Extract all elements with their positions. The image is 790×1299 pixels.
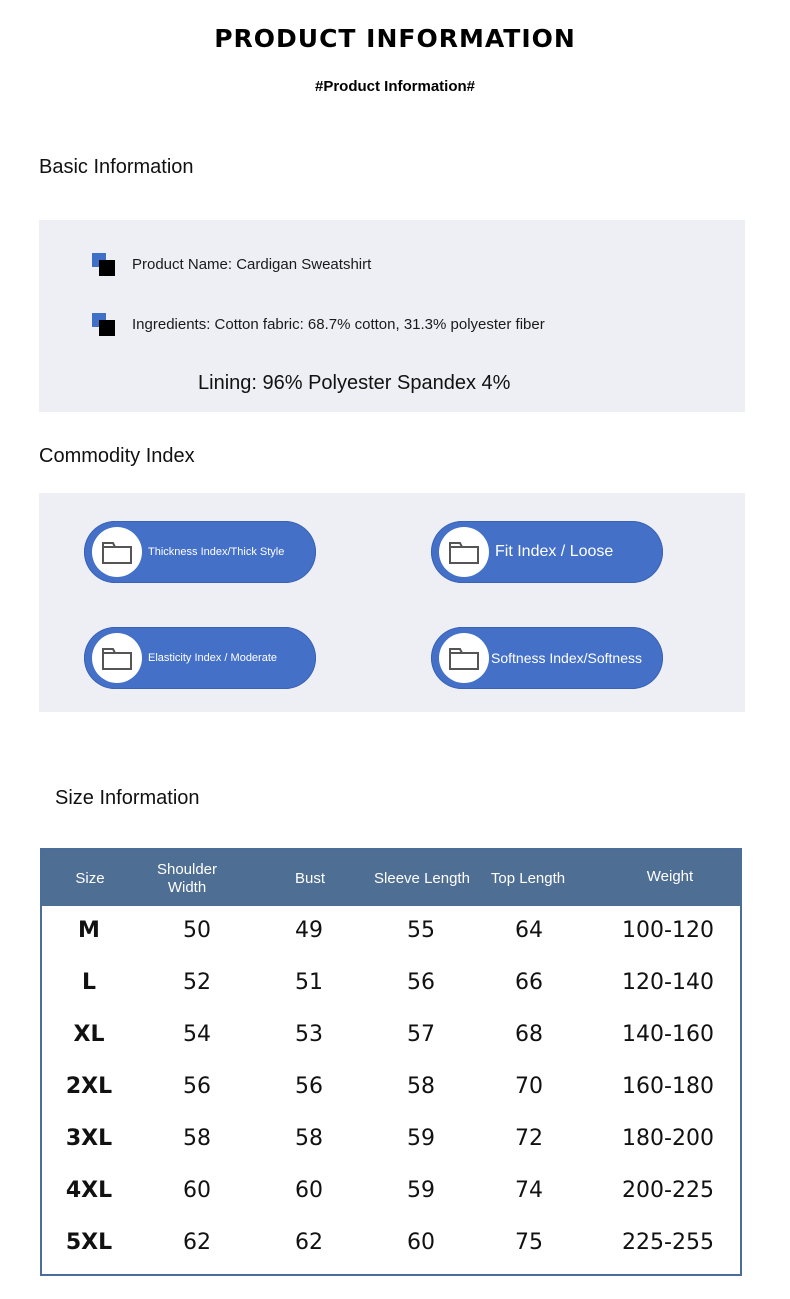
table-cell: 54 (183, 1022, 211, 1047)
folder-icon (92, 527, 142, 577)
commodity-pill-elasticity (84, 627, 316, 689)
table-cell: 51 (295, 970, 323, 995)
table-cell: 200-225 (622, 1178, 714, 1203)
folder-icon (439, 527, 489, 577)
commodity-label: Thickness Index/Thick Style (148, 546, 285, 558)
table-cell: 56 (407, 970, 435, 995)
basic-item-ingredients (92, 313, 545, 335)
commodity-pill-softness (431, 627, 663, 689)
table-cell: 58 (295, 1126, 323, 1151)
square-bullet-icon (92, 313, 116, 335)
commodity-label: Elasticity Index / Moderate (148, 652, 278, 664)
table-cell: 59 (407, 1178, 435, 1203)
table-cell: 52 (183, 970, 211, 995)
size-information-heading: Size Information (55, 787, 200, 809)
commodity-index-heading: Commodity Index (39, 445, 195, 467)
column-header-size: Size (75, 870, 105, 887)
column-header-sleeve-length: Sleeve Length (374, 870, 470, 887)
page-title: PRODUCT INFORMATION (214, 24, 576, 53)
table-cell: 58 (183, 1126, 211, 1151)
table-cell: 140-160 (622, 1022, 714, 1047)
size-cell: 2XL (65, 1074, 113, 1099)
table-cell: 57 (407, 1022, 435, 1047)
folder-icon (439, 633, 489, 683)
commodity-label: Fit Index / Loose (495, 543, 614, 560)
column-header-weight: Weight (646, 868, 694, 885)
column-header-top-length: Top Length (490, 870, 566, 887)
size-cell: L (81, 970, 97, 995)
table-cell: 72 (515, 1126, 543, 1151)
commodity-pill-thickness (84, 521, 316, 583)
size-cell: M (78, 918, 100, 943)
table-cell: 160-180 (622, 1074, 714, 1099)
table-cell: 62 (295, 1230, 323, 1255)
page-subtitle: #Product Information# (314, 78, 475, 95)
square-bullet-icon (92, 253, 116, 275)
table-cell: 55 (407, 918, 435, 943)
lining-text: Lining: 96% Polyester Spandex 4% (198, 372, 511, 394)
size-cell: XL (73, 1022, 105, 1047)
size-table-header (42, 850, 740, 906)
table-cell: 59 (407, 1126, 435, 1151)
table-cell: 60 (183, 1178, 211, 1203)
basic-item-product-name (92, 253, 371, 275)
table-cell: 74 (515, 1178, 543, 1203)
size-table (40, 848, 742, 1276)
basic-item-label: Ingredients: Cotton fabric: 68.7% cotton, 31.3% polyester fiber (132, 315, 545, 333)
table-cell: 70 (515, 1074, 543, 1099)
table-cell: 53 (295, 1022, 323, 1047)
table-cell: 64 (515, 918, 543, 943)
table-cell: 56 (183, 1074, 211, 1099)
table-cell: 58 (407, 1074, 435, 1099)
folder-icon (92, 633, 142, 683)
size-cell: 5XL (65, 1230, 113, 1255)
table-cell: 49 (295, 918, 323, 943)
basic-item-label: Product Name: Cardigan Sweatshirt (132, 255, 372, 273)
table-cell: 60 (295, 1178, 323, 1203)
commodity-pill-fit (431, 521, 663, 583)
table-cell: 120-140 (622, 970, 714, 995)
commodity-label: Softness Index/Softness (491, 650, 642, 666)
basic-information-heading: Basic Information (39, 156, 194, 178)
column-header-shoulder-width: Shoulder Width (156, 861, 218, 896)
table-cell: 225-255 (622, 1230, 714, 1255)
size-cell: 4XL (65, 1178, 113, 1203)
table-cell: 66 (515, 970, 543, 995)
table-cell: 100-120 (622, 918, 714, 943)
table-cell: 56 (295, 1074, 323, 1099)
table-cell: 60 (407, 1230, 435, 1255)
table-cell: 180-200 (622, 1126, 714, 1151)
column-header-bust: Bust (294, 870, 325, 887)
table-cell: 62 (183, 1230, 211, 1255)
table-cell: 68 (515, 1022, 543, 1047)
table-cell: 50 (183, 918, 211, 943)
table-cell: 75 (515, 1230, 543, 1255)
size-cell: 3XL (65, 1126, 113, 1151)
